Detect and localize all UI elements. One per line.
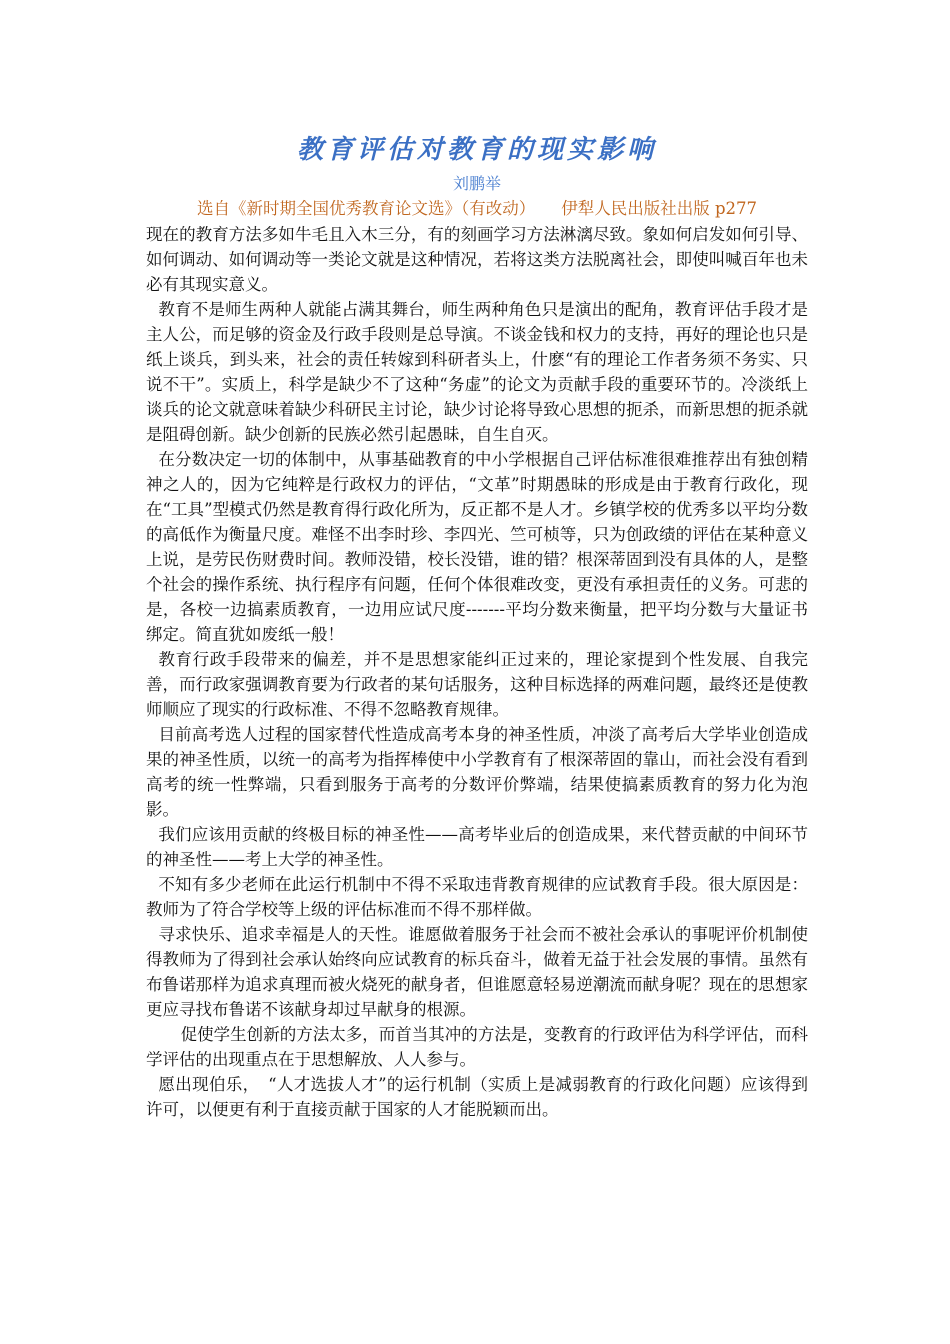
paragraph-4: 教育行政手段带来的偏差，并不是思想家能纠正过来的，理论家提到个性发展、自我完善，而行政家强调教育要为行政者的某句话服务，这种目标选择的两难问题，最终还是使教师顺应了现实的行政标准、不得不忽略教育规律。 bbox=[146, 650, 808, 719]
document-source bbox=[146, 196, 808, 222]
paragraph-6: 我们应该用贡献的终极目标的神圣性——高考毕业后的创造成果，来代替贡献的中间环节的神圣性——考上大学的神圣性。 bbox=[146, 825, 808, 869]
paragraph-9: 促使学生创新的方法太多，而首当其冲的方法是，变教育的行政评估为科学评估，而科学评估的出现重点在于思想解放、人人参与。 bbox=[146, 1025, 808, 1069]
document-page bbox=[146, 130, 808, 1122]
document-author: 刘鹏举 bbox=[452, 174, 501, 193]
paragraph-5: 目前高考选人过程的国家替代性造成高考本身的神圣性质，冲淡了高考后大学毕业创造成果的神圣性质，以统一的高考为指挥棒使中小学教育有了根深蒂固的靠山，而社会没有看到高考的统一性弊端，只看到服务于高考的分数评价弊端，结果使搞素质教育的努力化为泡影。 bbox=[146, 725, 808, 819]
document-body bbox=[146, 222, 808, 1122]
source-book: 选自《新时期全国优秀教育论文选》（有改动） bbox=[196, 199, 536, 218]
paragraph-10: 愿出现伯乐， “人才选拔人才”的运行机制（实质上是减弱教育的行政化问题）应该得到许可，以便更有利于直接贡献于国家的人才能脱颖而出。 bbox=[146, 1075, 808, 1119]
paragraph-3: 在分数决定一切的体制中，从事基础教育的中小学根据自己评估标准很难推荐出有独创精神之人的，因为它纯粹是行政权力的评估，“文革”时期愚昧的形成是由于教育行政化，现在“工具”型模式仍然是教育得行政化所为，反正都不是人才。乡镇学校的优秀多以平均分数的高低作为衡量尺度。难怪不出李时珍、李四光、竺可桢等，只为创政绩的评估在某种意义上说，是劳民伤财费时间。教师没错，校长没错，谁的错？根深蒂固到没有具体的人，是整个社会的操作系统、执行程序有问题，任何个体很难改变，更没有承担责任的义务。可悲的是，各校一边搞素质教育，一边用应试尺度-------平均分数来衡量，把平均分数与大量证书绑定。简直犹如废纸一般！ bbox=[146, 450, 808, 644]
document-title: 教育评估对教育的现实影响 bbox=[296, 135, 657, 165]
paragraph-2: 教育不是师生两种人就能占满其舞台，师生两种角色只是演出的配角，教育评估手段才是主人公，而足够的资金及行政手段则是总导演。不谈金钱和权力的支持，再好的理论也只是纸上谈兵，到头来，社会的责任转嫁到科研者头上，什麽“有的理论工作者务须不务实、只说不干”。实质上，科学是缺少不了这种“务虚”的论文为贡献手段的重要环节的。冷淡纸上谈兵的论文就意味着缺少科研民主讨论，缺少讨论将导致心思想的扼杀，而新思想的扼杀就是阻碍创新。缺少创新的民族必然引起愚昧，自生自灭。 bbox=[146, 300, 808, 444]
source-publisher: 伊犁人民出版社出版 p277 bbox=[561, 199, 758, 218]
paragraph-7: 不知有多少老师在此运行机制中不得不采取违背教育规律的应试教育手段。很大原因是：教师为了符合学校等上级的评估标准而不得不那样做。 bbox=[146, 875, 808, 919]
paragraph-1: 现在的教育方法多如牛毛且入木三分，有的刻画学习方法淋漓尽致。象如何启发如何引导、如何调动、如何调动等一类论文就是这种情况，若将这类方法脱离社会，即使叫喊百年也未必有其现实意义。 bbox=[146, 225, 808, 294]
paragraph-8: 寻求快乐、追求幸福是人的天性。谁愿做着服务于社会而不被社会承认的事呢评价机制使得教师为了得到社会承认始终向应试教育的标兵奋斗，做着无益于社会发展的事情。虽然有布鲁诺那样为追求真理而被火烧死的献身者，但谁愿意轻易逆潮流而献身呢？现在的思想家更应寻找布鲁诺不该献身却过早献身的根源。 bbox=[146, 925, 808, 1019]
